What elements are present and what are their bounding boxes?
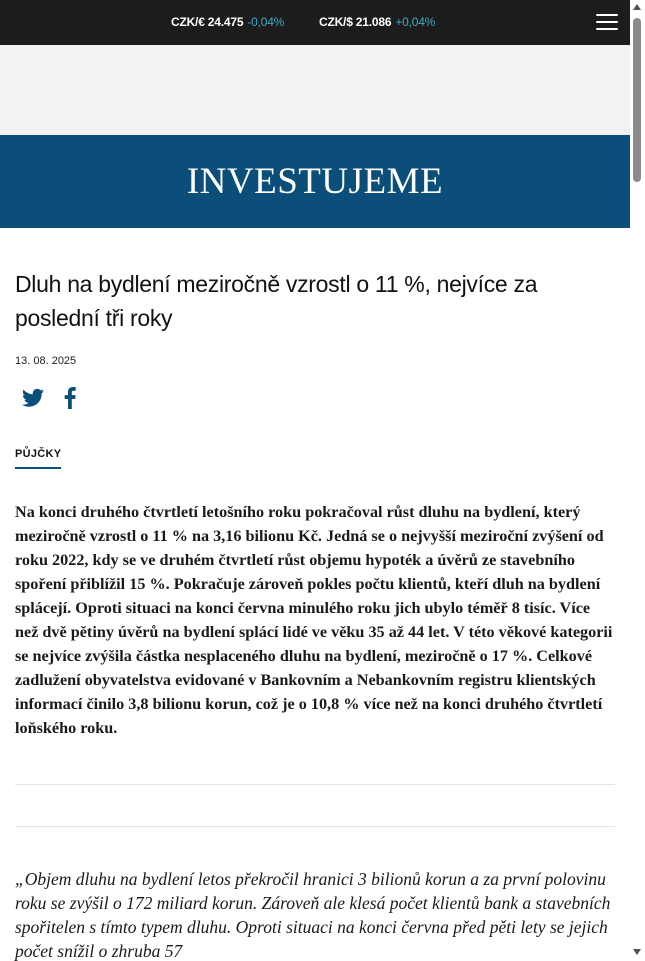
scrollbar-thumb[interactable] <box>633 18 641 182</box>
site-logo[interactable]: INVESTUJEME <box>186 161 444 202</box>
ticker-usd-change: +0,04% <box>395 15 436 29</box>
article-perex: Na konci druhého čtvrtletí letošního roku pokračoval růst dluhu na bydlení, který meziročně vzrostl o 11 % na 3,16 bilionu Kč. Jedná se o nejvyšší meziroční zvýšení od roku 2022, kdy se ve druhém čtvrtletí růst objemu hypoték a úvěrů ze stavebního spoření přiblížil 15 %. Pokračuje zároveň pokles počtu klientů, kteří dluh na bydlení splácejí. Oproti situaci na konci června minulého roku jich ubylo téměř 8 tisíc. Více než dvě pětiny úvěrů na bydlení splácí lidé ve věku 35 až 44 let. V této věkové kategorii se nejvíce zvýšila částka nesplaceného dluhu na bydlení, meziročně o 17 %. Celkové zadlužení obyvatelstva evidované v Bankovním a Nebankovním registru klientských informací činilo 3,8 bilionu korun, což je o 10,8 % více než na konci druhého čtvrtletí loňského roku. <box>15 503 613 737</box>
scroll-up-arrow-icon[interactable] <box>633 4 641 10</box>
ticker-eur-change: -0,04% <box>247 15 285 29</box>
twitter-icon[interactable] <box>22 388 44 408</box>
divider <box>15 826 615 827</box>
hamburger-menu-icon[interactable] <box>596 14 618 31</box>
article-headline: Dluh na bydlení meziročně vzrostl o 11 %, nejvíce za poslední tři roky <box>15 271 538 331</box>
category-tag[interactable]: PŮJČKY <box>15 448 61 469</box>
ticker-eur <box>171 15 284 29</box>
scroll-down-arrow-icon[interactable] <box>633 949 641 955</box>
divider <box>15 784 615 785</box>
ticker-usd-value: CZK/$ 21.086 <box>319 15 392 29</box>
article-date: 13. 08. 2025 <box>15 355 77 367</box>
ticker-eur-value: CZK/€ 24.475 <box>171 15 244 29</box>
ad-placeholder <box>0 45 630 135</box>
facebook-icon[interactable] <box>63 387 77 409</box>
article-quote: „Objem dluhu na bydlení letos překročil hranici 3 bilionů korun a za první polovinu roku se zvýšil o 172 miliard korun. Zároveň ale klesá počet klientů bank a stavebních spořitelen s tímto typem dluhu. Oproti situaci na konci června před pěti lety se jejich počet snížil o zhruba 57 <box>15 869 611 961</box>
top-bar <box>0 0 630 45</box>
ticker-usd <box>319 15 435 29</box>
